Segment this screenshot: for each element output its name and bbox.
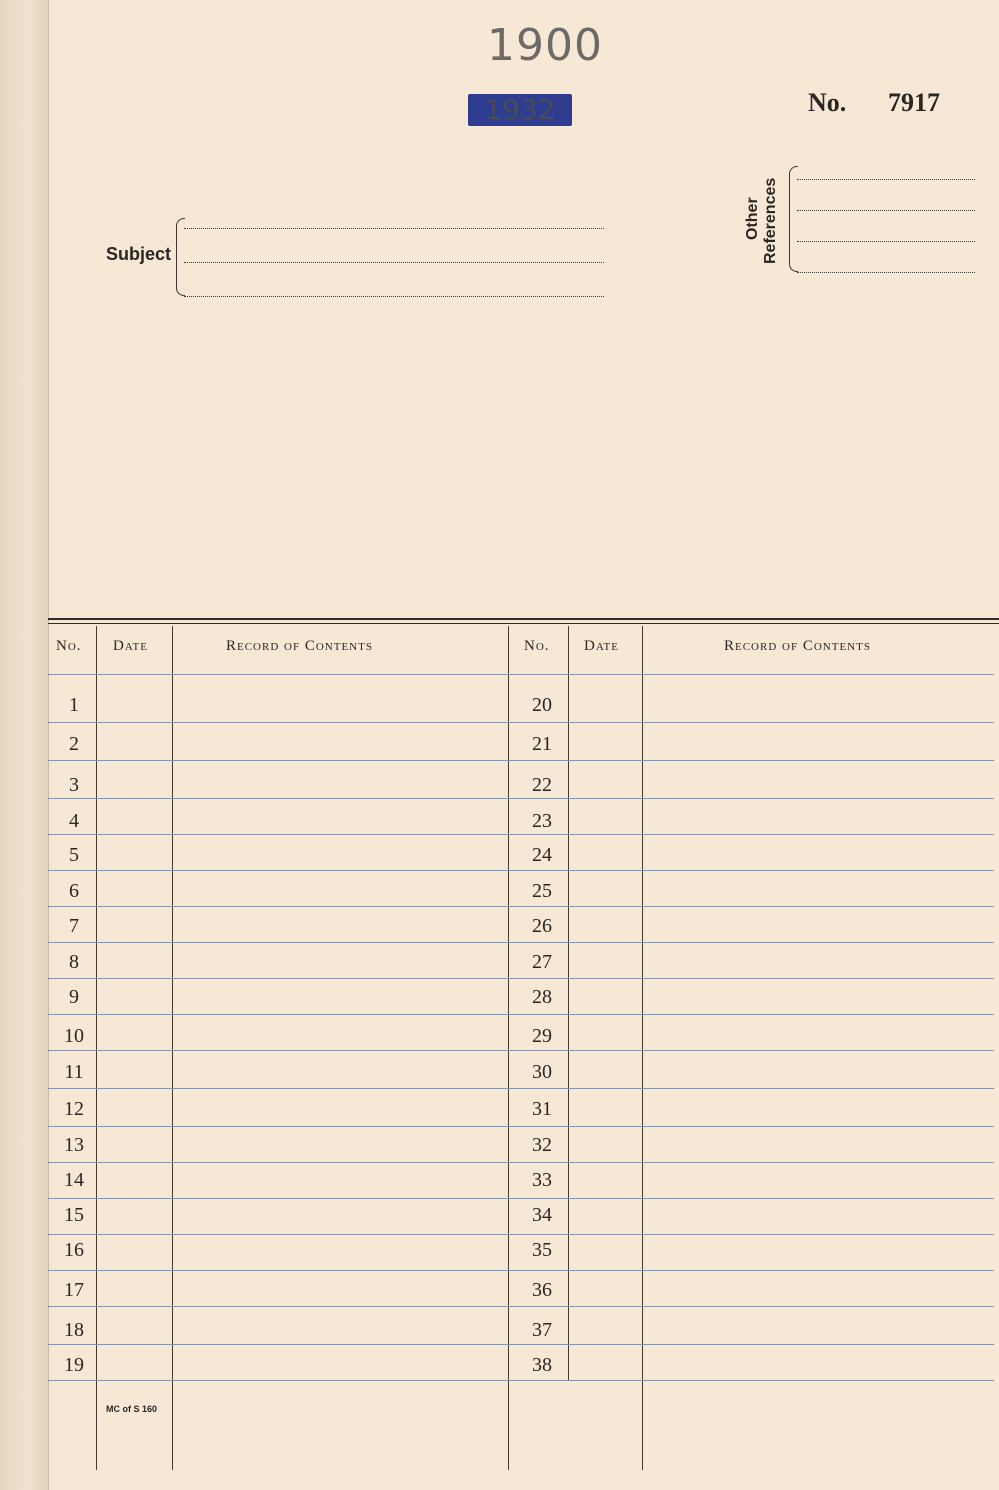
row-number-right: 27 [532, 951, 552, 973]
row-line [48, 834, 994, 835]
row-number-left: 18 [64, 1319, 84, 1341]
row-line [48, 1050, 994, 1051]
subject-brace [176, 218, 185, 296]
subject-line-1 [184, 228, 604, 229]
row-number-right: 38 [532, 1354, 552, 1376]
row-number-left: 12 [64, 1098, 84, 1120]
row-number-left: 5 [69, 844, 79, 866]
row-line [48, 870, 994, 871]
row-number-left: 2 [69, 733, 79, 755]
right-header-no: No. [524, 638, 550, 654]
row-line [48, 1198, 994, 1199]
row-number-right: 28 [532, 986, 552, 1008]
row-number-right: 33 [532, 1169, 552, 1191]
row-line [48, 906, 994, 907]
row-number-right: 34 [532, 1204, 552, 1226]
table-top-rule-inner [48, 623, 999, 624]
form-code: MC of S 160 [106, 1404, 158, 1414]
row-number-right: 37 [532, 1319, 552, 1341]
other-references-brace [789, 166, 798, 272]
row-number-right: 29 [532, 1025, 552, 1047]
row-line [48, 942, 994, 943]
row-number-right: 23 [532, 810, 552, 832]
subject-line-2 [184, 262, 604, 263]
row-number-left: 13 [64, 1134, 84, 1156]
row-line [48, 978, 994, 979]
other-references-label: Other References [744, 177, 779, 264]
row-number-left: 14 [64, 1169, 84, 1191]
row-number-right: 24 [532, 844, 552, 866]
left-header-date: Date [113, 638, 148, 654]
printed-year: 1900 [487, 20, 603, 71]
row-number-right: 26 [532, 915, 552, 937]
row-line [48, 1380, 994, 1381]
row-line [48, 722, 994, 723]
row-number-right: 30 [532, 1061, 552, 1083]
row-number-right: 20 [532, 694, 552, 716]
row-number-left: 6 [69, 880, 79, 902]
row-line [48, 1088, 994, 1089]
row-number-left: 9 [69, 986, 79, 1008]
left-header-record: Record of Contents [226, 638, 373, 654]
row-number-right: 36 [532, 1279, 552, 1301]
row-line [48, 1014, 994, 1015]
row-line [48, 1306, 994, 1307]
right-header-record: Record of Contents [724, 638, 871, 654]
row-number-right: 31 [532, 1098, 552, 1120]
row-number-left: 1 [69, 694, 79, 716]
row-number-right: 25 [532, 880, 552, 902]
right-header-date: Date [584, 638, 619, 654]
row-line [48, 798, 994, 799]
struck-out-year: 1932 [468, 94, 572, 126]
row-number-left: 15 [64, 1204, 84, 1226]
row-number-left: 7 [69, 915, 79, 937]
row-number-left: 10 [64, 1025, 84, 1047]
file-number-value: 7917 [888, 88, 940, 117]
file-number-label: No. [808, 88, 847, 117]
row-line [48, 674, 994, 675]
row-line [48, 1234, 994, 1235]
subject-label: Subject [106, 244, 172, 264]
row-number-left: 3 [69, 774, 79, 796]
row-number-left: 4 [69, 810, 79, 832]
row-number-right: 32 [532, 1134, 552, 1156]
table-top-rule [48, 618, 999, 620]
subject-line-3 [184, 296, 604, 297]
row-number-left: 11 [64, 1061, 84, 1083]
row-line [48, 1126, 994, 1127]
other-ref-line-2 [797, 210, 975, 211]
row-number-right: 21 [532, 733, 552, 755]
row-number-left: 16 [64, 1239, 84, 1261]
row-number-left: 17 [64, 1279, 84, 1301]
other-ref-line-1 [797, 179, 975, 180]
other-ref-line-3 [797, 241, 975, 242]
row-line [48, 1270, 994, 1271]
left-header-no: No. [56, 638, 82, 654]
row-number-left: 8 [69, 951, 79, 973]
binding-spine [0, 0, 49, 1490]
row-number-left: 19 [64, 1354, 84, 1376]
row-number-right: 22 [532, 774, 552, 796]
row-line [48, 760, 994, 761]
row-number-right: 35 [532, 1239, 552, 1261]
other-ref-line-4 [797, 272, 975, 273]
row-line [48, 1162, 994, 1163]
row-line [48, 1344, 994, 1345]
